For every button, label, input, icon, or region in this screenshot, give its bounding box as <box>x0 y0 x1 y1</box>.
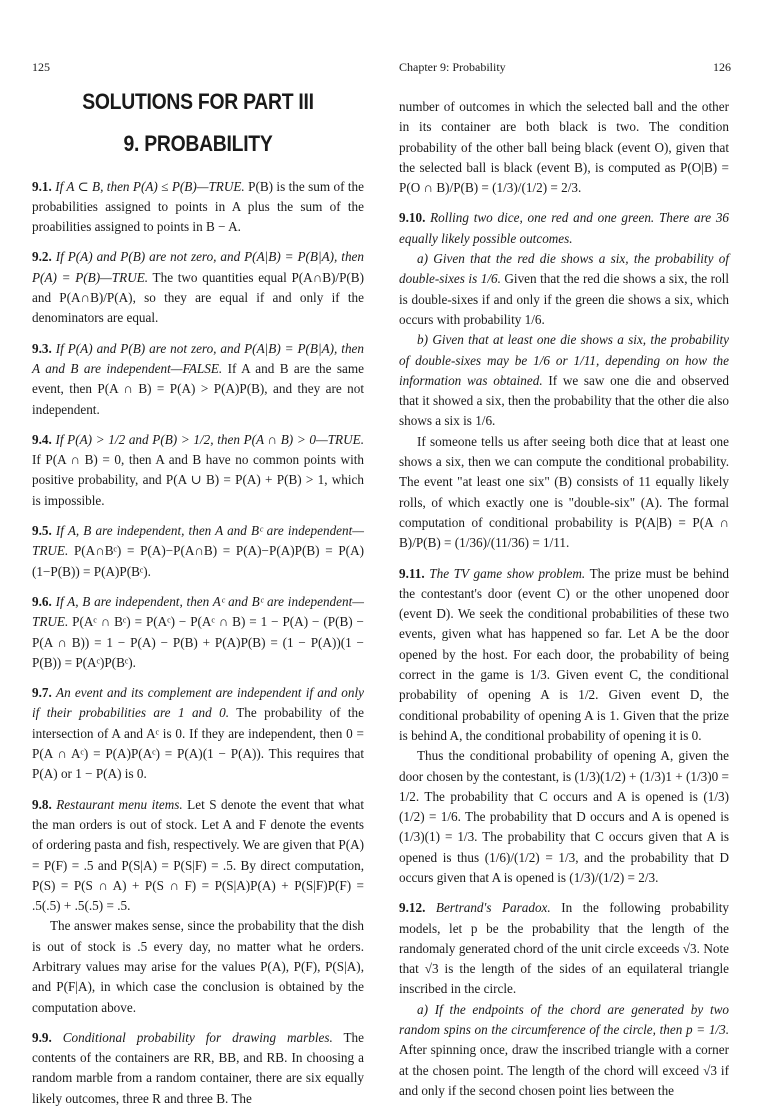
solution-9-12 <box>399 898 729 999</box>
solution-9-2 <box>32 247 364 328</box>
solution-text: Let S denote the event that what the man orders is out of stock. Let A and F denote the events of ordering pasta and fish, respectively. We are given that P(A) = P(F) = .5 and P(S|A) = P(S|F) = .5. By direct computation, P(S) = P(S ∩ A) + P(S ∩ F) = P(S|A)P(A) + P(S|F)P(F) = .5(.5) + .5(.5) = .5. <box>32 796 365 914</box>
problem-statement: If P(A) and P(B) are not zero, and P(A|B) = P(B|A), then P(A) = P(B)—TRUE. <box>32 249 365 285</box>
solution-9-5 <box>32 521 364 582</box>
solution-9-10 <box>399 208 729 249</box>
problem-statement: If A, B are independent, then A and Bᶜ are independent—TRUE. <box>32 523 364 559</box>
problem-statement: Conditional probability for drawing marbles. <box>62 1029 333 1045</box>
problem-statement: If A, B are independent, then Aᶜ and Bᶜ are independent—TRUE. <box>32 593 364 630</box>
problem-statement: If P(A) > 1/2 and P(B) > 1/2, then P(A ∩ B) > 0—TRUE. <box>55 431 364 447</box>
problem-statement: The TV game show problem. <box>429 565 586 581</box>
problem-statement: An event and its complement are independent if and only if their probabilities are 1 and 0. <box>32 685 365 721</box>
problem-number: 9.1. <box>32 178 52 194</box>
solution-text: If A and B are the same event, then P(A ∩ B) = P(A) > P(A)P(B), and they are not independent. <box>32 360 365 417</box>
problem-number: 9.8. <box>32 796 52 812</box>
solution-text: The prize must be behind the contestant's door (event C) or the other unopened door (event D). We seek the conditional probabilities of these two events, given what has happened so far. Let A be the door opened by the host. For each door, the probability of being correct in the game is 1/3. Given event C, the conditional probability of opening A is 1/2. Given event D, the conditional probability of opening A is 1. Given that the prize is behind A, the conditional probability of opening it is 0. <box>399 565 730 743</box>
solution-text: The contents of the containers are RR, BB, and RB. In choosing a random marble from a random container, there are six equally likely outcomes, three R and three B. The <box>32 1029 365 1106</box>
problem-statement: If P(A) and P(B) are not zero, and P(A|B) = P(B|A), then A and B are independent—FALSE. <box>32 340 365 376</box>
solution-9-10-c: If someone tells us after seeing both dice that at least one shows a six, then we can compute the conditional probability. The event "at least one six" (B) consists of 11 equally likely rolls, of which exactly one is "double-six" (A). The formal computation of conditional probability is P(A|B) = P(A ∩ B)/P(B) = (1/36)/(11/36) = 1/11. <box>399 433 729 551</box>
solution-9-8-continued: The answer makes sense, since the probability that the dish is out of stock is .5 every day, no matter what he orders. Arbitrary values may arise for the values P(A), P(F), P(S|A), and P(F|A), in which case the conclusion is obtained by the computation above. <box>32 918 364 1015</box>
part-statement: a) Given that the red die shows a six, the probability of double-sixes is 1/6. <box>399 251 729 287</box>
solution-9-8 <box>32 795 364 917</box>
solution-9-6 <box>32 592 364 673</box>
solution-9-1 <box>32 177 364 238</box>
problem-statement: Restaurant menu items. <box>56 796 183 812</box>
solution-9-9 <box>32 1028 364 1109</box>
solution-text: If P(A ∩ B) = 0, then A and B have no common points with positive probability, and P(A ∪ B) = P(A) + P(B) > 1, which is impossible. <box>32 452 364 508</box>
page-number-left: 125 <box>32 60 50 74</box>
chapter-title: 9. PROBABILITY <box>123 131 273 157</box>
solution-9-12-a <box>399 1000 729 1101</box>
problem-number: 9.12. <box>399 900 426 916</box>
solution-9-9-continued: number of outcomes in which the selected ball and the other in its container are both black is two. The condition probability of the other ball being black (event O), given that the selected ball is black (event B), is computed as P(O|B) = P(O ∩ B)/P(B) = (1/3)/(1/2) = 2/3. <box>399 99 729 196</box>
problem-number: 9.9. <box>32 1029 52 1045</box>
solution-text: In the following probability models, let p be the probability that the length of the randomaly generated chord of the unit circle exceeds √3. Note that √3 is the length of the sides of an equilateral triangle inscribed in the circle. <box>399 900 729 997</box>
left-column <box>32 89 365 1109</box>
problem-number: 9.5. <box>32 523 52 539</box>
solution-9-11-continued: Thus the conditional probability of opening A, given the door chosen by the contestant, is (1/3)(1/2) + (1/3)1 + (1/3)0 = 1/2. The probability that C occurs and A is opened is (1/3)(1/2) = 1/6. The probability that D occurs and A is opened is (1/3)(1) = 1/3. The probability that C occurs given that A is opened is thus (1/6)/(1/2) = 1/3, and the probability that D occurs given that A is opened is (1/3)/(1/2) = 2/3. <box>399 748 729 885</box>
solution-9-3 <box>32 339 364 420</box>
chapter-header: Chapter 9: Probability <box>399 60 506 74</box>
part-title: SOLUTIONS FOR PART III <box>82 89 314 114</box>
solution-text: If we saw one die and observed that it showed a six, then the probability that the other die also shows a six is 1/6. <box>399 372 730 429</box>
solution-text: P(A∩Bᶜ) = P(A)−P(A∩B) = P(A)−P(A)P(B) = P(A)(1−P(B)) = P(A)P(Bᶜ). <box>32 543 364 579</box>
solution-text: Given that the red die shows a six, the roll is double-sixes if and only if the green die shows a six, which occurs with probability 1/6. <box>399 271 729 327</box>
problem-number: 9.10. <box>399 210 426 226</box>
solution-9-10-a <box>399 249 729 330</box>
problem-statement: Bertrand's Paradox. <box>435 900 551 916</box>
problem-statement: If A ⊂ B, then P(A) ≤ P(B)—TRUE. <box>55 178 245 194</box>
solution-9-11 <box>399 564 729 747</box>
solution-9-4 <box>32 430 364 511</box>
problem-number: 9.7. <box>32 685 52 701</box>
solution-9-7 <box>32 683 364 784</box>
problem-number: 9.11. <box>399 565 425 581</box>
part-statement: a) If the endpoints of the chord are generated by two random spins on the circumference of the circle, then p = 1/3. <box>399 1001 729 1038</box>
problem-number: 9.2. <box>32 249 52 265</box>
problem-statement: Rolling two dice, one red and one green. There are 36 equally likely possible outcomes. <box>399 210 730 246</box>
solution-text: P(B) is the sum of the probabilities assigned to points in A plus the sum of the proabilities assigned to points in B − A. <box>32 178 364 235</box>
solution-text: The two quantities equal P(A∩B)/P(B) and P(A∩B)/P(A), so they are equal if and only if the denominators are equal. <box>32 269 364 326</box>
problem-number: 9.4. <box>32 431 52 447</box>
solution-text: P(Aᶜ ∩ Bᶜ) = P(Aᶜ) − P(Aᶜ ∩ B) = 1 − P(A) − (P(B) − P(A ∩ B)) = 1 − P(A) − P(B) + P(A)P(B) = (1 − P(A))(1 − P(B)) = P(Aᶜ)P(Bᶜ). <box>32 614 364 670</box>
page-number-right: 126 <box>713 60 731 74</box>
part-statement: b) Given that at least one die shows a six, the probability of double-sixes may be 1/6 or 1/11, depending on how the information was obtained. <box>399 332 729 388</box>
solution-text: The probability of the intersection of A and Aᶜ is 0. If they are independent, then 0 = P(A ∩ Aᶜ) = P(A)P(Aᶜ) = P(A)(1 − P(A)). This requires that P(A) or 1 − P(A) is 0. <box>32 705 364 782</box>
solution-text: After spinning once, draw the inscribed triangle with a corner at the chosen point. The length of the chord will exceed √3 if and only if the second chosen point lies between the <box>399 1042 729 1098</box>
problem-number: 9.6. <box>32 593 52 609</box>
problem-number: 9.3. <box>32 340 52 356</box>
solution-9-10-b <box>399 330 729 431</box>
right-column <box>399 97 729 1101</box>
